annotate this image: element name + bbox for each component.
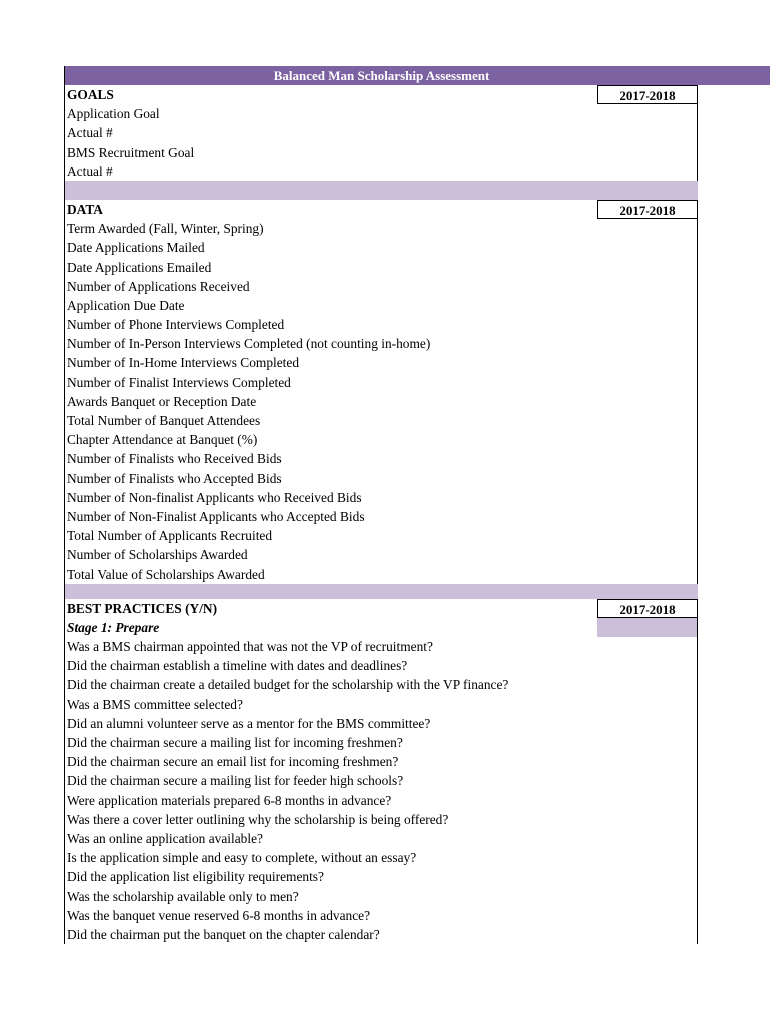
- practice-row-value-cell[interactable]: [597, 925, 698, 944]
- practice-row: [65, 810, 770, 829]
- data-row: [65, 430, 770, 449]
- goal-row-label: Application Goal: [67, 106, 160, 122]
- practice-row-label: Is the application simple and easy to complete, without an essay?: [67, 850, 417, 866]
- goal-row-value-cell[interactable]: [597, 123, 698, 142]
- practice-row-value-cell[interactable]: [597, 829, 698, 848]
- practice-row-value-cell[interactable]: [597, 848, 698, 867]
- data-header-row: [65, 200, 770, 219]
- data-heading: DATA: [67, 201, 103, 217]
- data-row: [65, 507, 770, 526]
- data-row-label: Number of Applications Received: [67, 278, 250, 294]
- practice-row: [65, 656, 770, 675]
- goal-row-value-cell[interactable]: [597, 162, 698, 181]
- practice-row-label: Did the chairman establish a timeline with dates and deadlines?: [67, 658, 408, 674]
- practice-row: [65, 752, 770, 771]
- data-row-label: Number of In-Person Interviews Completed (not counting in-home): [67, 336, 431, 352]
- data-row-value-cell[interactable]: [597, 315, 698, 334]
- data-row-label: Date Applications Mailed: [67, 240, 205, 256]
- practice-row-label: Was an online application available?: [67, 830, 263, 846]
- data-list: [65, 219, 770, 584]
- data-row-value-cell[interactable]: [597, 449, 698, 468]
- data-row-label: Number of Scholarships Awarded: [67, 547, 248, 563]
- goals-heading: GOALS: [67, 87, 114, 102]
- practice-row-label: Was a BMS committee selected?: [67, 696, 243, 712]
- data-row-value-cell[interactable]: [597, 238, 698, 257]
- data-row: [65, 545, 770, 564]
- practice-row: [65, 637, 770, 656]
- sheet-title: Balanced Man Scholarship Assessment: [65, 66, 698, 85]
- stage-value-cell: [597, 618, 698, 637]
- practice-row-value-cell[interactable]: [597, 733, 698, 752]
- practice-row: [65, 848, 770, 867]
- data-row: [65, 353, 770, 372]
- practice-row-value-cell[interactable]: [597, 810, 698, 829]
- goal-row-value-cell[interactable]: [597, 143, 698, 162]
- data-row-value-cell[interactable]: [597, 277, 698, 296]
- data-row-label: Number of Phone Interviews Completed: [67, 317, 285, 333]
- practice-row-label: Was the scholarship available only to men?: [67, 888, 299, 904]
- data-row-value-cell[interactable]: [597, 565, 698, 584]
- section-divider: [65, 584, 698, 599]
- data-row: [65, 277, 770, 296]
- practice-row-value-cell[interactable]: [597, 714, 698, 733]
- data-row-label: Total Number of Applicants Recruited: [67, 528, 273, 544]
- data-row-value-cell[interactable]: [597, 488, 698, 507]
- practice-row-value-cell[interactable]: [597, 752, 698, 771]
- data-row-value-cell[interactable]: [597, 392, 698, 411]
- practice-row: [65, 714, 770, 733]
- data-row-label: Number of Finalists who Received Bids: [67, 451, 282, 467]
- goal-row: [65, 104, 770, 123]
- data-row-label: Number of Finalist Interviews Completed: [67, 374, 291, 390]
- data-row-value-cell[interactable]: [597, 469, 698, 488]
- goal-row-value-cell[interactable]: [597, 104, 698, 123]
- data-row-label: Total Value of Scholarships Awarded: [67, 566, 265, 582]
- practice-row: [65, 733, 770, 752]
- practice-row: [65, 829, 770, 848]
- data-row: [65, 315, 770, 334]
- data-row-value-cell[interactable]: [597, 296, 698, 315]
- data-row-value-cell[interactable]: [597, 219, 698, 238]
- practice-row: [65, 925, 770, 944]
- goals-year: 2017-2018: [597, 85, 698, 104]
- practice-row: [65, 906, 770, 925]
- data-row-value-cell[interactable]: [597, 507, 698, 526]
- title-bar-extension: [698, 66, 770, 85]
- goal-row: [65, 162, 770, 181]
- assessment-sheet: [64, 66, 770, 944]
- data-row: [65, 392, 770, 411]
- section-divider: [65, 181, 698, 200]
- practice-row: [65, 771, 770, 790]
- goals-list: [65, 104, 770, 181]
- stage-label: Stage 1: Prepare: [67, 619, 160, 635]
- practice-row: [65, 675, 770, 694]
- practice-row-label: Did the application list eligibility requirements?: [67, 869, 324, 885]
- practice-row-value-cell[interactable]: [597, 675, 698, 694]
- data-row-label: Date Applications Emailed: [67, 259, 212, 275]
- practice-row-value-cell[interactable]: [597, 867, 698, 886]
- practice-row-value-cell[interactable]: [597, 637, 698, 656]
- practice-row: [65, 791, 770, 810]
- data-row: [65, 526, 770, 545]
- data-row: [65, 334, 770, 353]
- best-practices-list: [65, 637, 770, 944]
- data-row-label: Application Due Date: [67, 297, 185, 313]
- data-row: [65, 411, 770, 430]
- goal-row-label: Actual #: [67, 125, 113, 141]
- stage-row: [65, 618, 770, 637]
- practice-row-value-cell[interactable]: [597, 906, 698, 925]
- goal-row: [65, 143, 770, 162]
- practice-row-value-cell[interactable]: [597, 695, 698, 714]
- goal-row-label: Actual #: [67, 163, 113, 179]
- data-row-value-cell[interactable]: [597, 334, 698, 353]
- practice-row-label: Did the chairman put the banquet on the chapter calendar?: [67, 926, 380, 942]
- best-practices-heading: BEST PRACTICES (Y/N): [67, 600, 218, 616]
- goal-row-label: BMS Recruitment Goal: [67, 144, 195, 160]
- practice-row-value-cell[interactable]: [597, 887, 698, 906]
- practice-row-label: Was there a cover letter outlining why the scholarship is being offered?: [67, 811, 449, 827]
- practice-row-value-cell[interactable]: [597, 656, 698, 675]
- practice-row-label: Did an alumni volunteer serve as a mentor for the BMS committee?: [67, 715, 431, 731]
- data-row-label: Number of Non-Finalist Applicants who Accepted Bids: [67, 508, 365, 524]
- data-row-label: Chapter Attendance at Banquet (%): [67, 432, 258, 448]
- practice-row-label: Was a BMS chairman appointed that was not the VP of recruitment?: [67, 639, 433, 655]
- data-row-label: Number of Finalists who Accepted Bids: [67, 470, 282, 486]
- data-row-value-cell[interactable]: [597, 411, 698, 430]
- data-row: [65, 469, 770, 488]
- data-row: [65, 219, 770, 238]
- best-practices-header-row: [65, 599, 770, 618]
- data-row-label: Term Awarded (Fall, Winter, Spring): [67, 221, 264, 237]
- practice-row: [65, 867, 770, 886]
- goal-row: [65, 123, 770, 142]
- best-practices-year: 2017-2018: [597, 599, 698, 618]
- data-row: [65, 488, 770, 507]
- data-row: [65, 565, 770, 584]
- data-row-value-cell[interactable]: [597, 545, 698, 564]
- practice-row-label: Were application materials prepared 6-8 months in advance?: [67, 792, 392, 808]
- practice-row-label: Did the chairman secure a mailing list for feeder high schools?: [67, 773, 404, 789]
- practice-row: [65, 695, 770, 714]
- data-row-value-cell[interactable]: [597, 526, 698, 545]
- data-row: [65, 258, 770, 277]
- data-row: [65, 238, 770, 257]
- practice-row-value-cell[interactable]: [597, 771, 698, 790]
- data-row-value-cell[interactable]: [597, 373, 698, 392]
- data-row: [65, 373, 770, 392]
- practice-row-label: Did the chairman secure an email list for incoming freshmen?: [67, 754, 399, 770]
- practice-row: [65, 887, 770, 906]
- data-row-value-cell[interactable]: [597, 430, 698, 449]
- data-row-value-cell[interactable]: [597, 353, 698, 372]
- data-row: [65, 449, 770, 468]
- data-row-label: Number of Non-finalist Applicants who Received Bids: [67, 489, 362, 505]
- data-row: [65, 296, 770, 315]
- data-row-value-cell[interactable]: [597, 258, 698, 277]
- practice-row-label: Was the banquet venue reserved 6-8 months in advance?: [67, 907, 371, 923]
- practice-row-label: Did the chairman secure a mailing list for incoming freshmen?: [67, 735, 403, 750]
- practice-row-label: Did the chairman create a detailed budget for the scholarship with the VP finance?: [67, 677, 509, 693]
- goals-header-row: [65, 85, 770, 104]
- data-row-label: Awards Banquet or Reception Date: [67, 393, 257, 409]
- practice-row-value-cell[interactable]: [597, 791, 698, 810]
- data-row-label: Total Number of Banquet Attendees: [67, 413, 261, 428]
- data-year: 2017-2018: [597, 200, 698, 219]
- data-row-label: Number of In-Home Interviews Completed: [67, 355, 300, 371]
